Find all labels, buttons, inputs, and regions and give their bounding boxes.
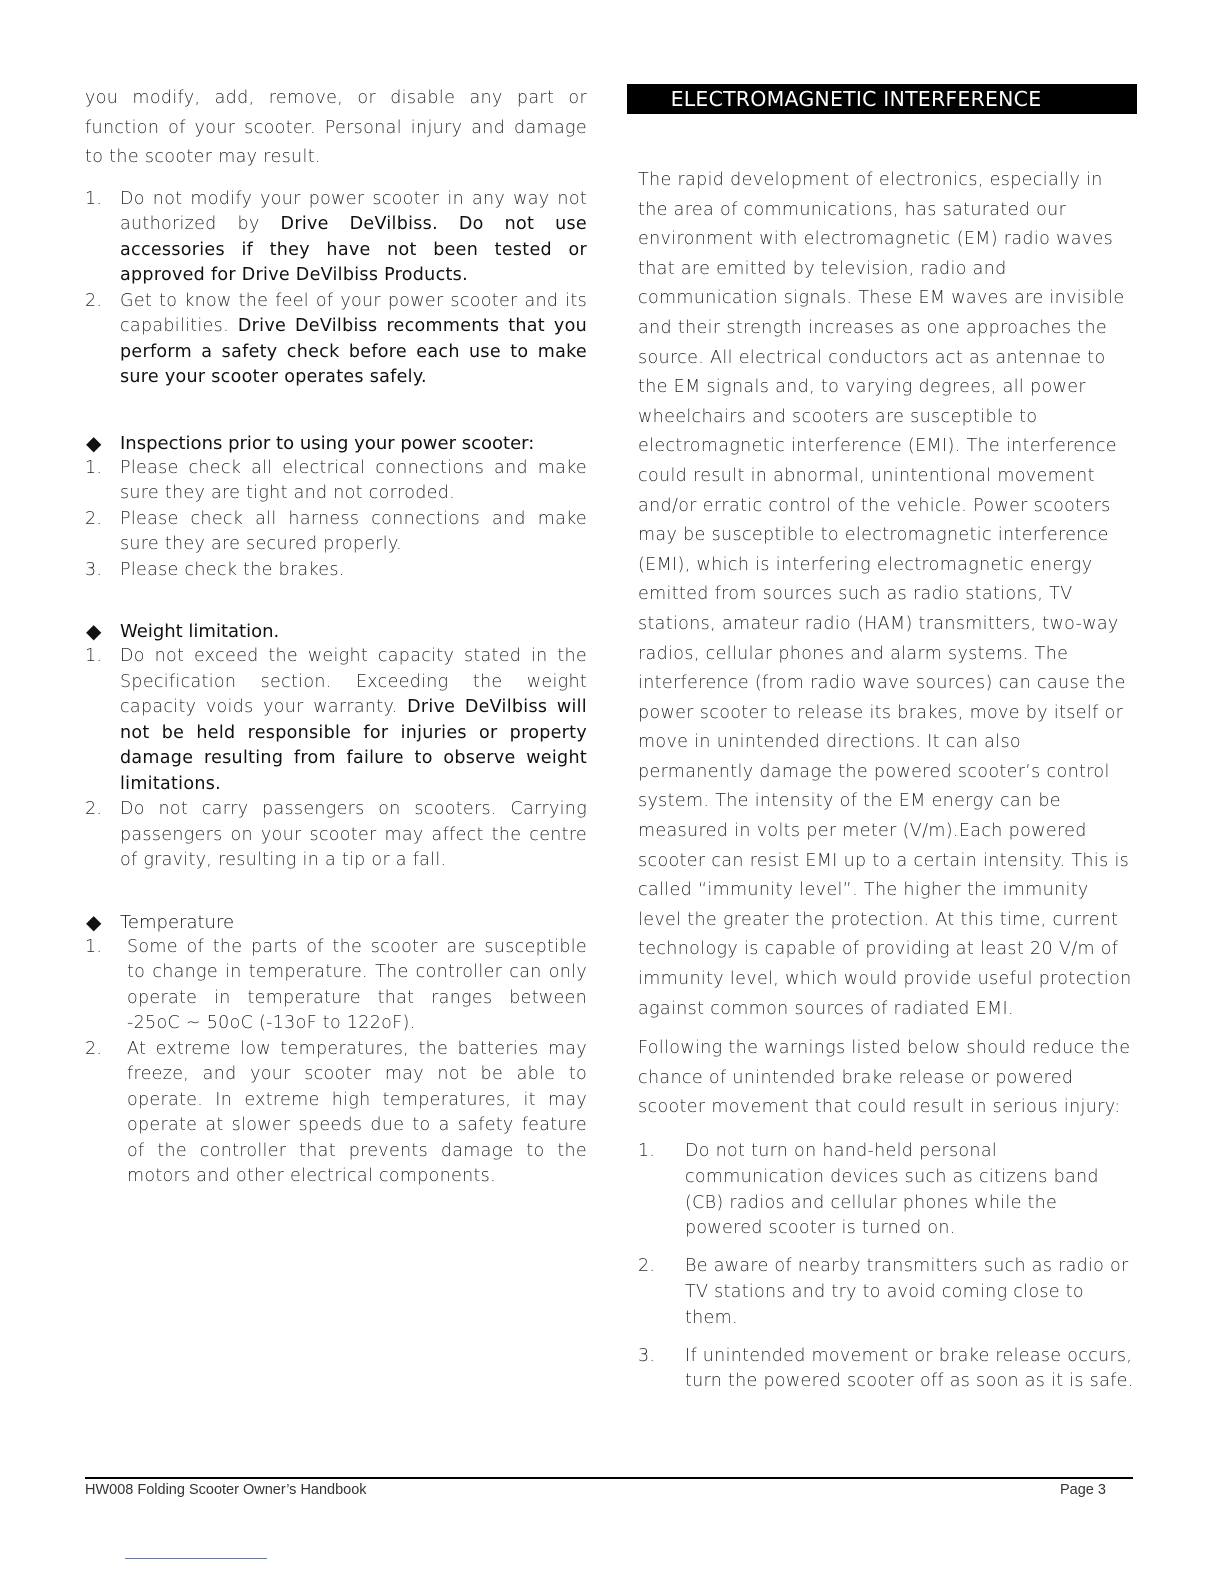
list-item [85, 644, 587, 797]
item-number: 1. [638, 1141, 656, 1161]
list-item [85, 797, 587, 874]
weight-section [85, 619, 587, 874]
item-text: Some of the parts of the scooter are susceptible to change in temperature. The controller can only operate in temperature that ranges between -25oC ~ 50oC (-13oF to 122oF). [127, 936, 587, 1034]
item-number: 3. [638, 1345, 656, 1366]
item-text: Please check all harness connections and make sure they are secured properly. [120, 508, 587, 555]
item-number: 1. [85, 457, 103, 478]
inspections-section [85, 431, 587, 584]
page-number: Page 3 [1060, 1482, 1106, 1498]
footer-divider [85, 1477, 1133, 1479]
item-number: 2. [85, 508, 103, 529]
left-column [85, 84, 587, 1190]
temperature-list [85, 935, 587, 1190]
list-item [85, 187, 587, 289]
item-bold-text: Drive DeVilbiss. Do not use accessories if they have not been tested or approved for Drive DeVilbiss Products. [120, 214, 587, 286]
item-number: 2. [85, 799, 103, 820]
list-item [85, 1037, 587, 1190]
item-text: Do not exceed the weight capacity stated in the Specification section. Exceeding the weight capacity voids your warranty. [120, 646, 587, 718]
section-heading [85, 431, 587, 456]
item-text: Do not turn on hand-held personal communication devices such as citizens band (CB) radios and cellular phones while the powered scooter is turned on. [685, 1141, 1099, 1239]
emi-text [627, 166, 1137, 1395]
intro-paragraph: you modify, add, remove, or disable any part or function of your scooter. Personal injury and damage to the scooter may result. [85, 88, 587, 168]
item-number: 1. [85, 936, 103, 957]
decorative-rule [125, 1558, 267, 1559]
inspections-list [85, 456, 587, 584]
item-text: Be aware of nearby transmitters such as radio or TV stations and try to avoid coming close to them. [685, 1256, 1129, 1328]
item-text: At extreme low temperatures, the batteries may freeze, and your scooter may not be able to operate. In extreme high temperatures, it may operate at slower speeds due to a safety feature of the controller that prevents damage to the motors and other electrical components. [127, 1038, 587, 1187]
item-number: 1. [85, 188, 103, 209]
section-heading [85, 619, 587, 644]
item-bold-text: Drive DeVilbiss recomments that you perform a safety check before each use to make sure your scooter operates safely. [120, 316, 587, 388]
item-number: 1. [85, 646, 103, 667]
heading-text: Weight limitation. [120, 621, 280, 643]
heading-text: Inspections prior to using your power scooter: [120, 432, 535, 454]
item-number: 2. [638, 1256, 656, 1277]
footer-title: HW008 Folding Scooter Owner’s Handbook [85, 1482, 367, 1498]
right-column [627, 84, 1137, 1407]
emi-paragraph: The rapid development of electronics, especially in the area of communications, has saturated our environment with electromagnetic (EM) radio waves that are emitted by television, radio and communication signals. These EM waves are invisible and their strength increases as one approaches the source. All electrical conductors act as antennae to the EM signals and, to varying degrees, all power wheelchairs and scooters are susceptible to electromagnetic interference (EMI). The interference could result in abnormal, unintentional movement and/or erratic control of the vehicle. Power scooters may be susceptible to electromagnetic interference (EMI), which is interfering electromagnetic energy emitted from sources such as radio stations, TV stations, amateur radio (HAM) transmitters, two-way radios, cellular phones and alarm systems. The interference (from radio wave sources) can cause the power scooter to release its brakes, move by itself or move in unintended directions. It can also permanently damage the powered scooter’s control system. The intensity of the EM energy can be measured in volts per meter (V/m).Each powered scooter can resist EMI up to a certain intensity. This is called “immunity level”. The higher the immunity level the greater the protection. At this time, current technology is capable of providing at least 20 V/m of immunity level, which would provide useful protection against common sources of radiated EMI. [638, 170, 1132, 1019]
item-number: 2. [85, 1038, 103, 1059]
list-item [85, 935, 587, 1037]
list-item [638, 1139, 1137, 1242]
item-bold-text: Drive DeVilbiss will not be held responsible for injuries or property damage resulting from failure to observe weight limitations. [120, 697, 587, 794]
item-text: Please check the brakes. [120, 559, 345, 580]
item-text: Please check all electrical connections and make sure they are tight and not corroded. [120, 457, 587, 504]
item-text: If unintended movement or brake release occurs, turn the powered scooter off as soon as it is safe. [685, 1345, 1134, 1392]
list-item [85, 289, 587, 391]
list-item [638, 1344, 1137, 1396]
item-text: Do not carry passengers on scooters. Carrying passengers on your scooter may affect the centre of gravity, resulting in a tip or a fall. [120, 799, 587, 871]
list-item [85, 456, 587, 507]
diamond-bullet-icon: ◆ [86, 430, 102, 455]
temperature-section [85, 910, 587, 1190]
list-item [638, 1254, 1137, 1331]
emi-follow-paragraph: Following the warnings listed below should reduce the chance of unintended brake release or powered scooter movement that could result in serious injury: [638, 1038, 1131, 1118]
item-text: Do not modify your power scooter in any way not authorized by [120, 188, 587, 235]
diamond-bullet-icon: ◆ [86, 619, 102, 644]
emi-warnings-list [638, 1139, 1137, 1395]
section-heading [85, 910, 587, 935]
diamond-bullet-icon: ◆ [86, 909, 102, 934]
heading-text: Temperature [120, 911, 235, 933]
item-number: 3. [85, 559, 103, 580]
list-item [85, 507, 587, 558]
item-number: 2. [85, 290, 103, 311]
weight-list [85, 644, 587, 874]
item-text: Get to know the feel of your power scooter and its capabilities. [120, 290, 587, 337]
list-item [85, 558, 587, 584]
general-list [85, 187, 587, 391]
section-banner: ELECTROMAGNETIC INTERFERENCE [627, 84, 1137, 114]
